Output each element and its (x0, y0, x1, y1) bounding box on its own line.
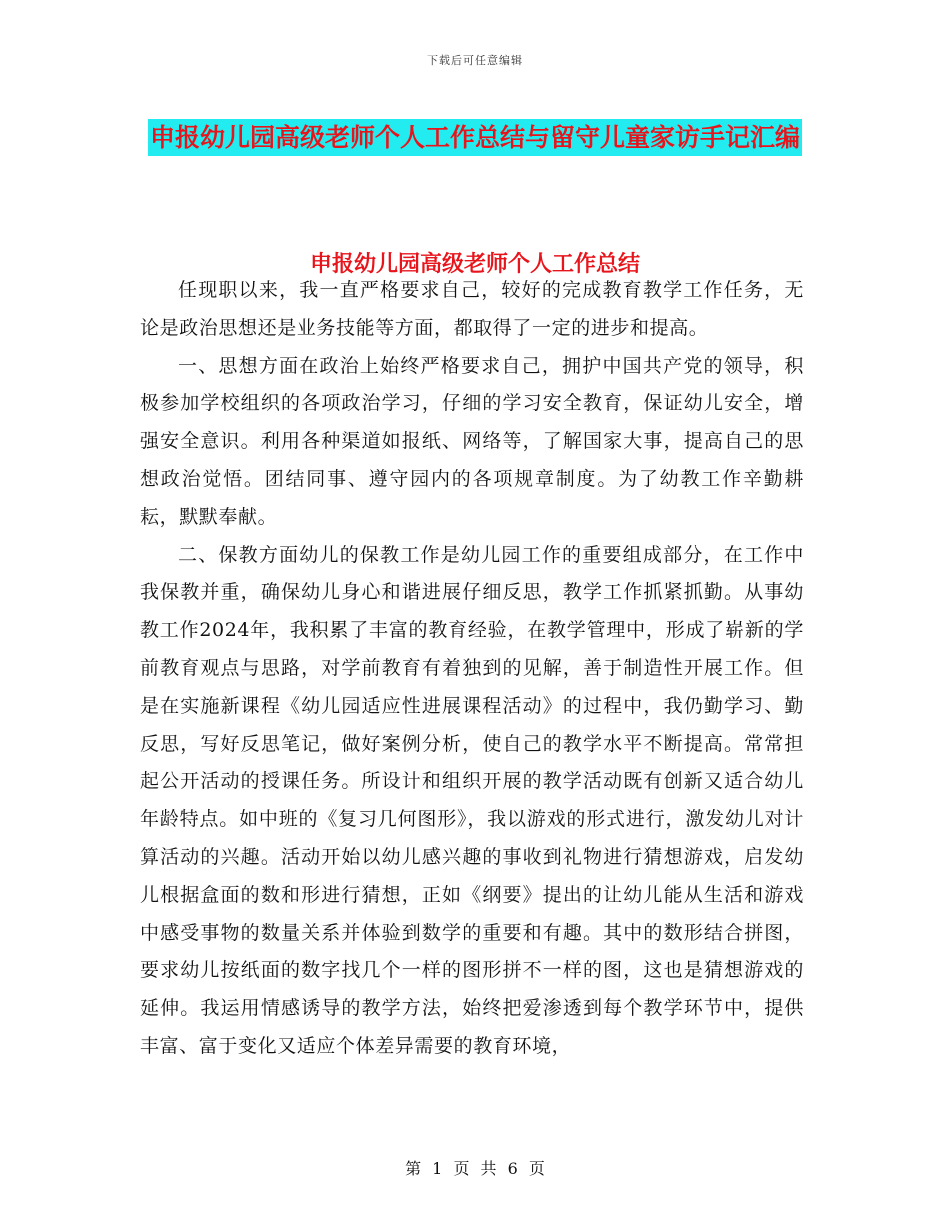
page-header-note: 下载后可任意编辑 (427, 54, 523, 67)
page-number: 第 1 页 共 6 页 (405, 1159, 545, 1178)
paragraph: 二、保教方面幼儿的保教工作是幼儿园工作的重要组成部分，在工作中我保教并重，确保幼儿身心和谐进展仔细反思，教学工作抓紧抓勤。从事幼教工作2024年，我积累了丰富的教育经验，在教学管理中，形成了崭新的学前教育观点与思路，对学前教育有着独到的见解，善于制造性开展工作。但是在实施新课程《幼儿园适应性进展课程活动》的过程中，我仍勤学习、勤反思，写好反思笔记，做好案例分析，使自己的教学水平不断提高。常常担起公开活动的授课任务。所设计和组织开展的教学活动既有创新又适合幼儿年龄特点。如中班的《复习几何图形》，我以游戏的形式进行，激发幼儿对计算活动的兴趣。活动开始以幼儿感兴趣的事收到礼物进行猜想游戏，启发幼儿根据盒面的数和形进行猜想，正如《纲要》提出的让幼儿能从生活和游戏中感受事物的数量关系并体验到数学的重要和有趣。其中的数形结合拼图，要求幼儿按纸面的数字找几个一样的图形拼不一样的图，这也是猜想游戏的延伸。我运用情感诱导的教学方法，始终把爱渗透到每个教学环节中，提供丰富、富于变化又适应个体差异需要的教育环境， (140, 543, 804, 1057)
section-title: 申报幼儿园高级老师个人工作总结 (309, 251, 640, 277)
document-title (140, 112, 810, 164)
document-title-text: 申报幼儿园高级老师个人工作总结与留守儿童家访手记汇编 (148, 119, 802, 156)
paragraph: 一、思想方面在政治上始终严格要求自己，拥护中国共产党的领导，积极参加学校组织的各项政治学习，仔细的学习安全教育，保证幼儿安全，增强安全意识。利用各种渠道如报纸、网络等，了解国家大事，提高自己的思想政治觉悟。团结同事、遵守园内的各项规章制度。为了幼教工作辛勤耕耘，默默奉献。 (140, 354, 804, 528)
paragraph: 任现职以来，我一直严格要求自己，较好的完成教育教学工作任务，无论是政治思想还是业务技能等方面，都取得了一定的进步和提高。 (140, 279, 804, 339)
document-body (140, 272, 804, 1066)
